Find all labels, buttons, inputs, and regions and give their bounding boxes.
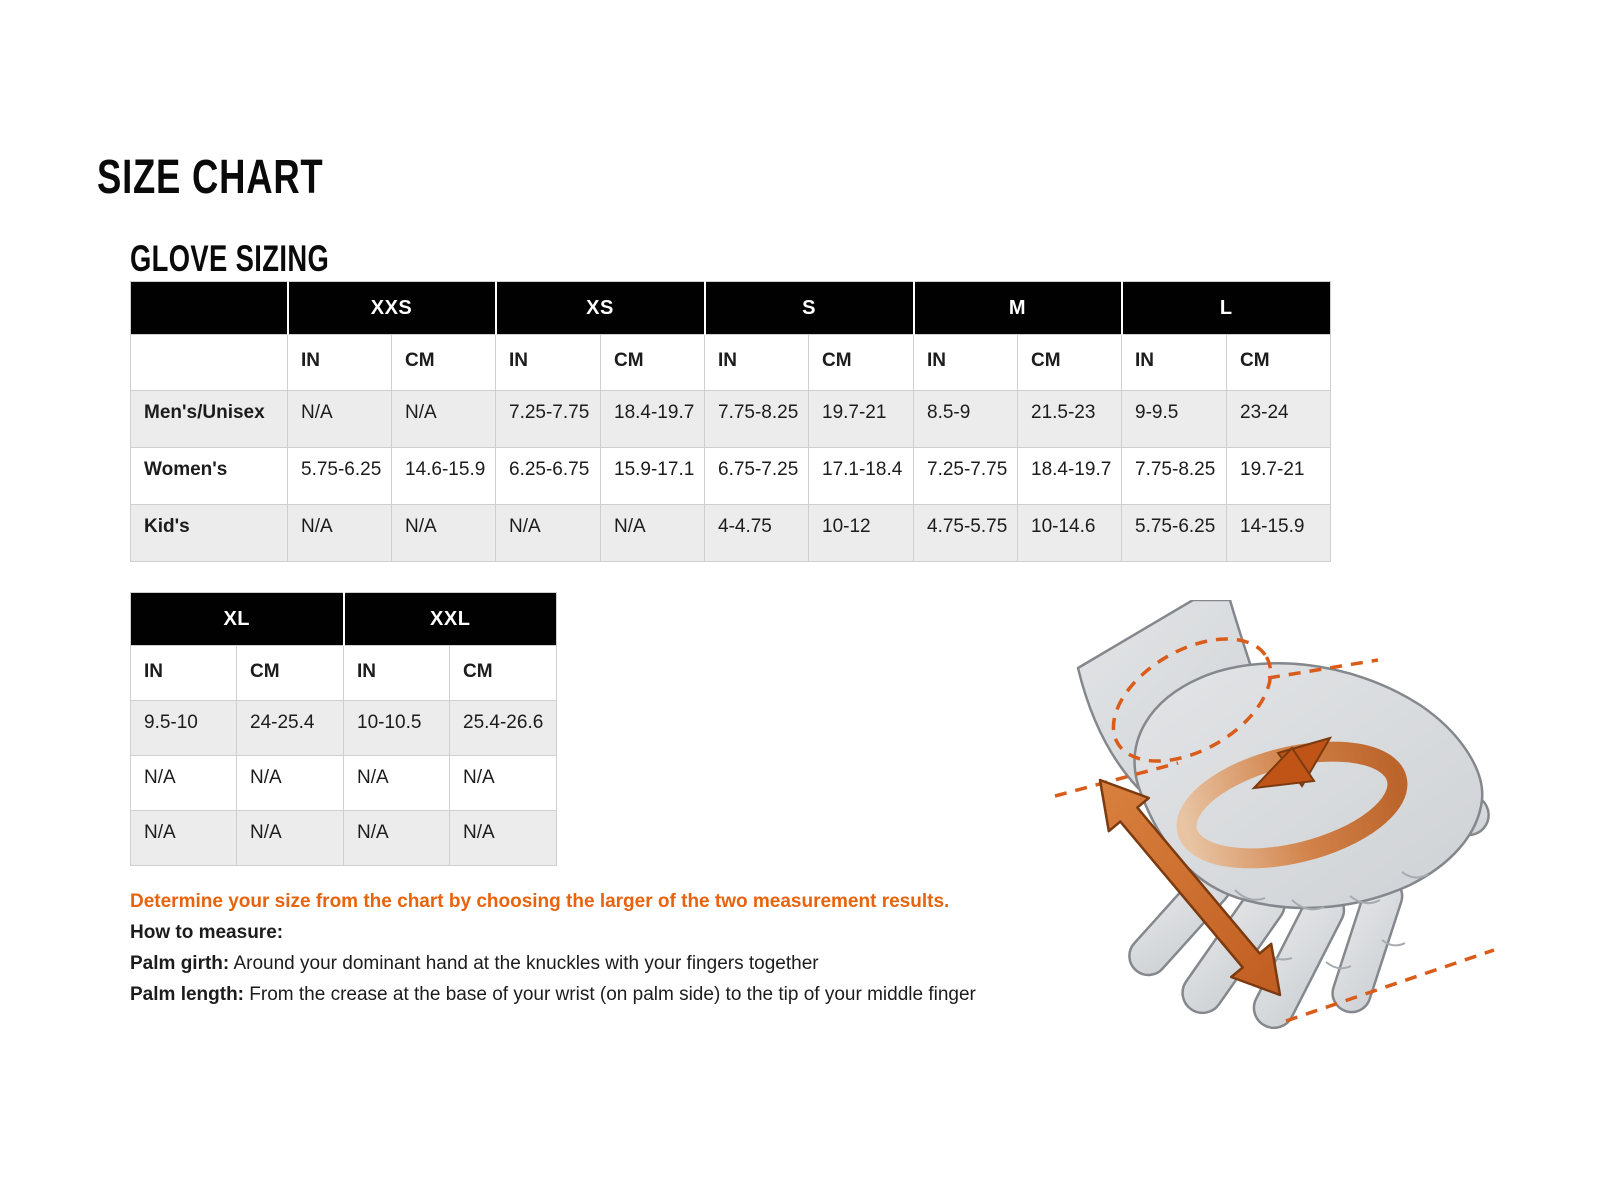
- unit-header: CM: [1018, 335, 1122, 391]
- table-cell: 7.25-7.75: [496, 391, 601, 448]
- table-cell: 9-9.5: [1122, 391, 1227, 448]
- corner-cell: [131, 282, 288, 335]
- table-row-womens: [131, 448, 1331, 505]
- size-group-xl: XL: [131, 593, 344, 646]
- table-cell: 14-15.9: [1227, 505, 1331, 562]
- determine-size-note: Determine your size from the chart by choosing the larger of the two measurement results.: [130, 891, 950, 912]
- table-cell: N/A: [344, 811, 450, 866]
- table-row-mens-unisex: [131, 391, 1331, 448]
- size-group-header-row: [131, 593, 557, 646]
- table-cell: 7.75-8.25: [1122, 448, 1227, 505]
- table-cell: N/A: [288, 391, 392, 448]
- unit-header: IN: [288, 335, 392, 391]
- table-row: [131, 811, 557, 866]
- unit-header: IN: [1122, 335, 1227, 391]
- table-cell: N/A: [496, 505, 601, 562]
- how-to-measure-heading: How to measure:: [130, 922, 284, 943]
- table-cell: 24-25.4: [237, 701, 344, 756]
- unit-header: CM: [237, 646, 344, 701]
- size-group-xxs: XXS: [288, 282, 496, 335]
- size-group-s: S: [705, 282, 914, 335]
- row-label: Women's: [131, 448, 288, 505]
- table-cell: 25.4-26.6: [450, 701, 557, 756]
- table-cell: 8.5-9: [914, 391, 1018, 448]
- unit-header: CM: [392, 335, 496, 391]
- table-cell: N/A: [131, 756, 237, 811]
- measurement-notes: [130, 886, 1030, 1010]
- unit-header: IN: [705, 335, 809, 391]
- table-row: [131, 756, 557, 811]
- table-cell: 9.5-10: [131, 701, 237, 756]
- table-cell: 17.1-18.4: [809, 448, 914, 505]
- table-row: [131, 701, 557, 756]
- unit-header: IN: [131, 646, 237, 701]
- table-cell: 18.4-19.7: [601, 391, 705, 448]
- unit-header: CM: [601, 335, 705, 391]
- palm-girth-note: [130, 948, 1030, 979]
- table-cell: 10-12: [809, 505, 914, 562]
- table-cell: 15.9-17.1: [601, 448, 705, 505]
- table-cell: 10-14.6: [1018, 505, 1122, 562]
- table-cell: 5.75-6.25: [288, 448, 392, 505]
- palm-length-label: Palm length:: [130, 984, 245, 1005]
- unit-header: CM: [1227, 335, 1331, 391]
- size-group-xxl: XXL: [344, 593, 557, 646]
- size-group-header-row: [131, 282, 1331, 335]
- glove-sizing-table-main: [130, 281, 1331, 562]
- table-cell: 19.7-21: [1227, 448, 1331, 505]
- unit-header-row: [131, 335, 1331, 391]
- glove-sizing-table-xl-xxl: [130, 592, 557, 866]
- table-cell: 4-4.75: [705, 505, 809, 562]
- table-cell: 10-10.5: [344, 701, 450, 756]
- table-cell: 21.5-23: [1018, 391, 1122, 448]
- section-title-glove-sizing: GLOVE SIZING: [130, 238, 330, 279]
- table-cell: N/A: [392, 391, 496, 448]
- table-cell: N/A: [237, 756, 344, 811]
- unit-header: IN: [914, 335, 1018, 391]
- table-cell: N/A: [450, 811, 557, 866]
- table-row-kids: [131, 505, 1331, 562]
- table-cell: 14.6-15.9: [392, 448, 496, 505]
- table-cell: N/A: [344, 756, 450, 811]
- table-cell: N/A: [601, 505, 705, 562]
- palm-girth-text: Around your dominant hand at the knuckles with your fingers together: [229, 953, 819, 974]
- size-group-l: L: [1122, 282, 1331, 335]
- table-cell: 6.25-6.75: [496, 448, 601, 505]
- table-cell: 18.4-19.7: [1018, 448, 1122, 505]
- table-cell: 7.25-7.75: [914, 448, 1018, 505]
- table-cell: N/A: [450, 756, 557, 811]
- table-cell: 4.75-5.75: [914, 505, 1018, 562]
- table-cell: 5.75-6.25: [1122, 505, 1227, 562]
- table-cell: N/A: [288, 505, 392, 562]
- table-cell: 23-24: [1227, 391, 1331, 448]
- size-group-xs: XS: [496, 282, 705, 335]
- hand-measurement-illustration: [1030, 600, 1500, 1035]
- corner-cell: [131, 335, 288, 391]
- page-title: SIZE CHART: [97, 151, 324, 204]
- unit-header: IN: [344, 646, 450, 701]
- unit-header-row: [131, 646, 557, 701]
- table-cell: N/A: [392, 505, 496, 562]
- table-cell: 7.75-8.25: [705, 391, 809, 448]
- row-label: Kid's: [131, 505, 288, 562]
- table-cell: 6.75-7.25: [705, 448, 809, 505]
- palm-length-text: From the crease at the base of your wrist (on palm side) to the tip of your middle finger: [244, 984, 976, 1005]
- palm-girth-label: Palm girth:: [130, 953, 230, 974]
- table-cell: 19.7-21: [809, 391, 914, 448]
- size-group-m: M: [914, 282, 1122, 335]
- unit-header: IN: [496, 335, 601, 391]
- row-label: Men's/Unisex: [131, 391, 288, 448]
- unit-header: CM: [450, 646, 557, 701]
- unit-header: CM: [809, 335, 914, 391]
- table-cell: N/A: [131, 811, 237, 866]
- palm-length-note: [130, 979, 1030, 1010]
- table-cell: N/A: [237, 811, 344, 866]
